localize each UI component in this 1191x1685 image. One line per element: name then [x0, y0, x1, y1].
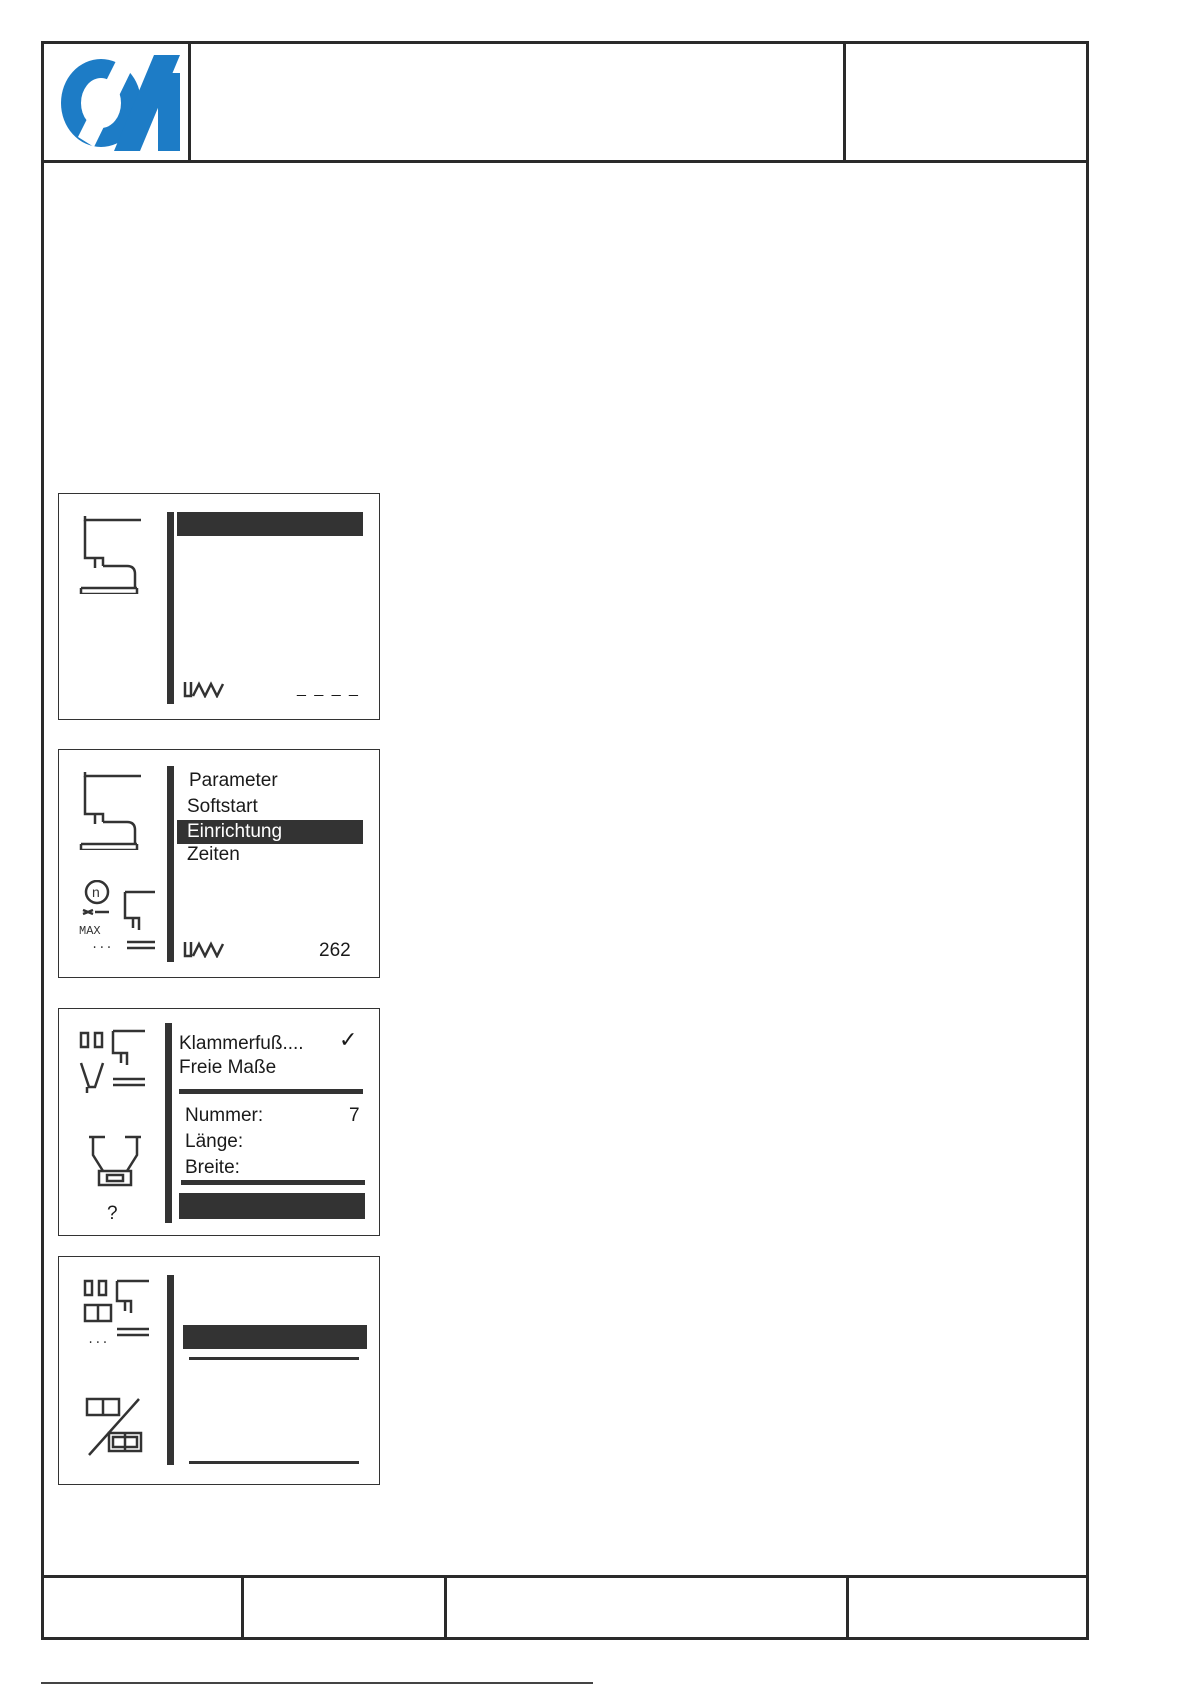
menu-item-zeiten[interactable]: Zeiten	[187, 844, 240, 865]
footer-top-rule	[41, 1575, 1089, 1578]
menu-item-einrichtung[interactable]: Einrichtung	[187, 821, 283, 842]
option-klammerfuss[interactable]: Klammerfuß....	[179, 1033, 304, 1054]
sewing-machine-icon	[79, 768, 141, 850]
screen-1-panel	[58, 493, 380, 720]
screen-4-rule-bottom	[189, 1461, 359, 1464]
screen-4-divider	[167, 1275, 174, 1465]
program-swap-icon	[85, 1397, 145, 1457]
speed-max-icon	[79, 880, 119, 952]
header-divider-right	[843, 41, 846, 162]
screen-3-footer-bar	[179, 1193, 365, 1219]
screen-4-rule-top	[189, 1357, 359, 1360]
screen-1-counter: _ _ _ _	[297, 680, 360, 697]
screen-3-rule-bottom	[181, 1180, 365, 1185]
footer-divider-2	[444, 1575, 447, 1640]
screen-2-counter: 262	[319, 940, 351, 961]
menu-item-parameter[interactable]: Parameter	[189, 770, 278, 791]
header-divider-left	[188, 41, 191, 162]
screen-1-highlight	[177, 512, 363, 536]
sewing-machine-icon	[79, 512, 141, 594]
svg-text:...: ...	[87, 1333, 109, 1347]
header-bottom-rule	[41, 160, 1089, 163]
screen-4-panel	[58, 1256, 380, 1485]
menu-item-softstart[interactable]: Softstart	[187, 796, 258, 817]
clamp-foot-icon	[79, 1029, 151, 1099]
screen-3-divider	[165, 1023, 172, 1223]
laenge-label: Länge:	[185, 1131, 244, 1152]
screen-4-highlight	[183, 1325, 367, 1349]
presser-foot-icon	[121, 890, 155, 952]
nummer-value[interactable]: 7	[349, 1105, 360, 1126]
screen-3-panel	[58, 1008, 380, 1236]
page-bottom-rule	[41, 1682, 593, 1684]
svg-text:MAX: MAX	[79, 924, 101, 938]
screen-1-divider	[167, 512, 174, 704]
option-freie-masse[interactable]: Freie Maße	[179, 1057, 277, 1078]
waveform-icon	[183, 680, 227, 698]
screen-3-rule-top	[179, 1089, 363, 1094]
screen-2-panel	[58, 749, 380, 978]
nummer-label: Nummer:	[185, 1105, 264, 1126]
svg-text:n: n	[92, 884, 100, 900]
clamp-program-icon	[83, 1279, 155, 1347]
footer-divider-1	[241, 1575, 244, 1640]
footer-divider-3	[846, 1575, 849, 1640]
breite-label: Breite:	[185, 1157, 240, 1178]
waveform-icon	[183, 940, 227, 958]
duerkopp-adler-logo	[58, 55, 180, 151]
option-checkmark: ✓	[339, 1027, 358, 1052]
svg-text:...: ...	[91, 938, 113, 952]
screen-2-divider	[167, 766, 174, 962]
question-mark: ?	[107, 1203, 118, 1224]
